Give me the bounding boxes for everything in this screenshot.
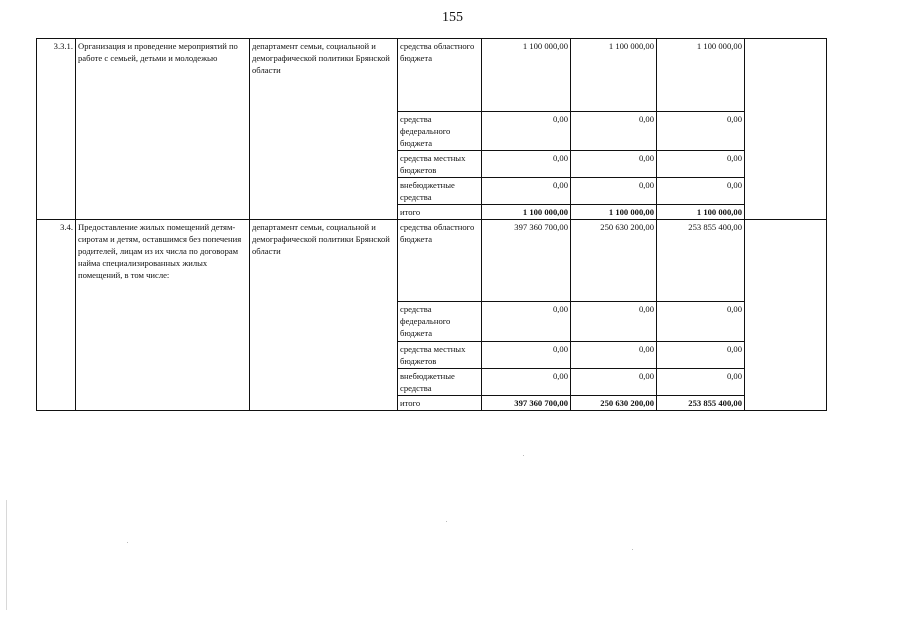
row-code: 3.4. xyxy=(37,220,76,411)
funding-source: внебюджетные средства xyxy=(398,178,482,205)
amount-year-2: 1 100 000,00 xyxy=(571,205,657,220)
table-row xyxy=(37,39,827,112)
scan-speck xyxy=(523,455,524,456)
amount-year-3: 0,00 xyxy=(657,112,745,151)
scan-speck xyxy=(632,549,633,550)
amount-year-2: 0,00 xyxy=(571,112,657,151)
funding-source: средства федерального бюджета xyxy=(398,302,482,342)
amount-year-2: 1 100 000,00 xyxy=(571,39,657,112)
amount-year-2: 0,00 xyxy=(571,178,657,205)
amount-year-1: 0,00 xyxy=(482,178,571,205)
row-measure-name: Предоставление жилых помещений детям-сиротам и детям, оставшимся без попечения родителей, лицам из их числа по договорам найма специализированных жилых помещений, в том числе: xyxy=(76,220,250,411)
amount-year-3: 0,00 xyxy=(657,342,745,369)
amount-year-1: 397 360 700,00 xyxy=(482,396,571,411)
amount-year-1: 1 100 000,00 xyxy=(482,39,571,112)
funding-source: средства федерального бюджета xyxy=(398,112,482,151)
amount-year-2: 0,00 xyxy=(571,369,657,396)
amount-year-1: 0,00 xyxy=(482,112,571,151)
amount-year-3: 0,00 xyxy=(657,178,745,205)
amount-year-1: 0,00 xyxy=(482,151,571,178)
amount-year-1: 0,00 xyxy=(482,369,571,396)
amount-year-1: 397 360 700,00 xyxy=(482,220,571,302)
amount-year-3: 1 100 000,00 xyxy=(657,205,745,220)
notes-cell xyxy=(745,39,827,220)
page-number: 155 xyxy=(442,10,463,25)
amount-year-3: 0,00 xyxy=(657,151,745,178)
notes-cell xyxy=(745,220,827,411)
funding-source: средства местных бюджетов xyxy=(398,342,482,369)
amount-year-1: 0,00 xyxy=(482,342,571,369)
funding-source: средства областного бюджета xyxy=(398,39,482,112)
funding-source: средства местных бюджетов xyxy=(398,151,482,178)
amount-year-2: 0,00 xyxy=(571,342,657,369)
amount-year-2: 0,00 xyxy=(571,151,657,178)
funding-source: средства областного бюджета xyxy=(398,220,482,302)
amount-year-3: 0,00 xyxy=(657,302,745,342)
row-executor: департамент семьи, социальной и демографической политики Брянской области xyxy=(250,220,398,411)
row-executor: департамент семьи, социальной и демографической политики Брянской области xyxy=(250,39,398,220)
row-measure-name: Организация и проведение мероприятий по работе с семьей, детьми и молодежью xyxy=(76,39,250,220)
amount-year-1: 1 100 000,00 xyxy=(482,205,571,220)
amount-year-3: 1 100 000,00 xyxy=(657,39,745,112)
amount-year-2: 250 630 200,00 xyxy=(571,396,657,411)
amount-year-3: 253 855 400,00 xyxy=(657,220,745,302)
funding-source-total: итого xyxy=(398,205,482,220)
row-code: 3.3.1. xyxy=(37,39,76,220)
amount-year-2: 0,00 xyxy=(571,302,657,342)
scan-edge-line xyxy=(6,500,7,610)
amount-year-1: 0,00 xyxy=(482,302,571,342)
funding-source-total: итого xyxy=(398,396,482,411)
budget-table xyxy=(36,38,827,411)
table-row xyxy=(37,220,827,302)
scan-speck xyxy=(127,542,128,543)
scan-speck xyxy=(446,521,447,522)
amount-year-2: 250 630 200,00 xyxy=(571,220,657,302)
amount-year-3: 253 855 400,00 xyxy=(657,396,745,411)
funding-source: внебюджетные средства xyxy=(398,369,482,396)
amount-year-3: 0,00 xyxy=(657,369,745,396)
